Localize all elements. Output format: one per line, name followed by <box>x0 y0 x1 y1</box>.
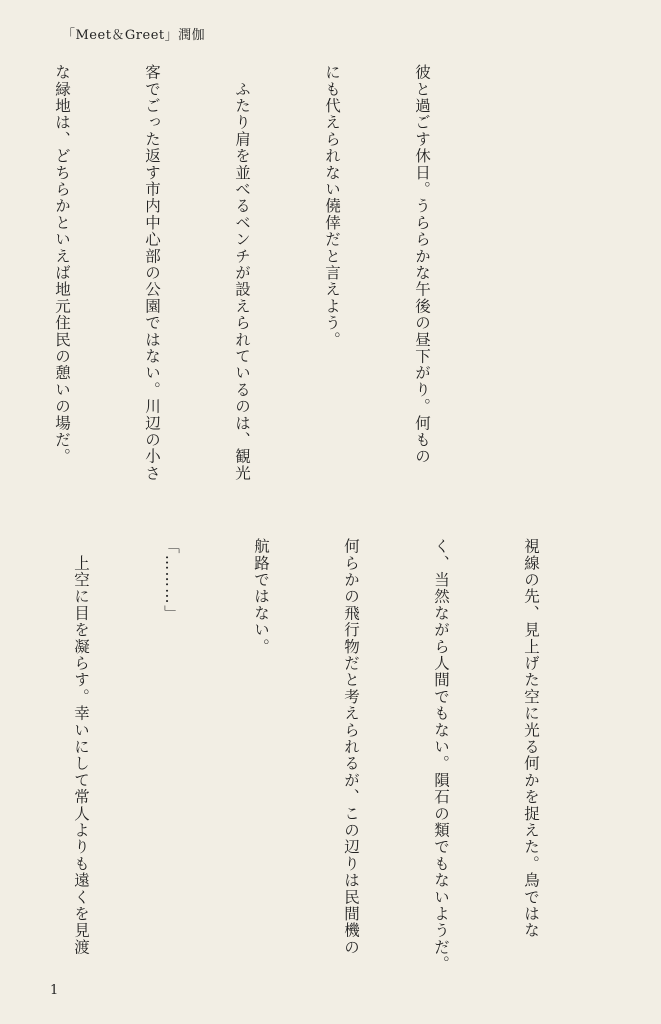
text-line: な緑地は、どちらかといえば地元住民の憩いの場だ。 <box>53 64 71 465</box>
text-line: 客でごった返す市内中心部の公園ではない。川辺の小さ <box>143 64 161 482</box>
text-line: 視線の先、見上げた空に光る何かを捉えた。鳥ではな <box>522 538 540 939</box>
text-line: 上空に目を凝らす。幸いにして常人よりも遠くを見渡 <box>72 538 90 956</box>
text-line <box>0 538 6 978</box>
text-block-upper <box>0 64 497 504</box>
running-header: 「Meet＆Greet」潤伽 <box>62 28 206 43</box>
text-line: ふたり肩を並べるベンチが設えられているのは、観光 <box>233 64 251 482</box>
text-line: 航路ではない。 <box>252 538 270 655</box>
text-line: 何らかの飛行物だと考えられるが、この辺りは民間機の <box>342 538 360 956</box>
text-block-lower <box>0 538 606 978</box>
page-number: 1 <box>50 983 59 998</box>
text-line: 「………」 <box>162 538 180 622</box>
text-line: く、当然ながら人間でもない。隕石の類でもないようだ。 <box>432 538 450 973</box>
text-line: 彼と過ごす休日。うららかな午後の昼下がり。何もの <box>413 64 431 465</box>
text-line: にも代えられない僥倖だと言えよう。 <box>323 64 341 348</box>
